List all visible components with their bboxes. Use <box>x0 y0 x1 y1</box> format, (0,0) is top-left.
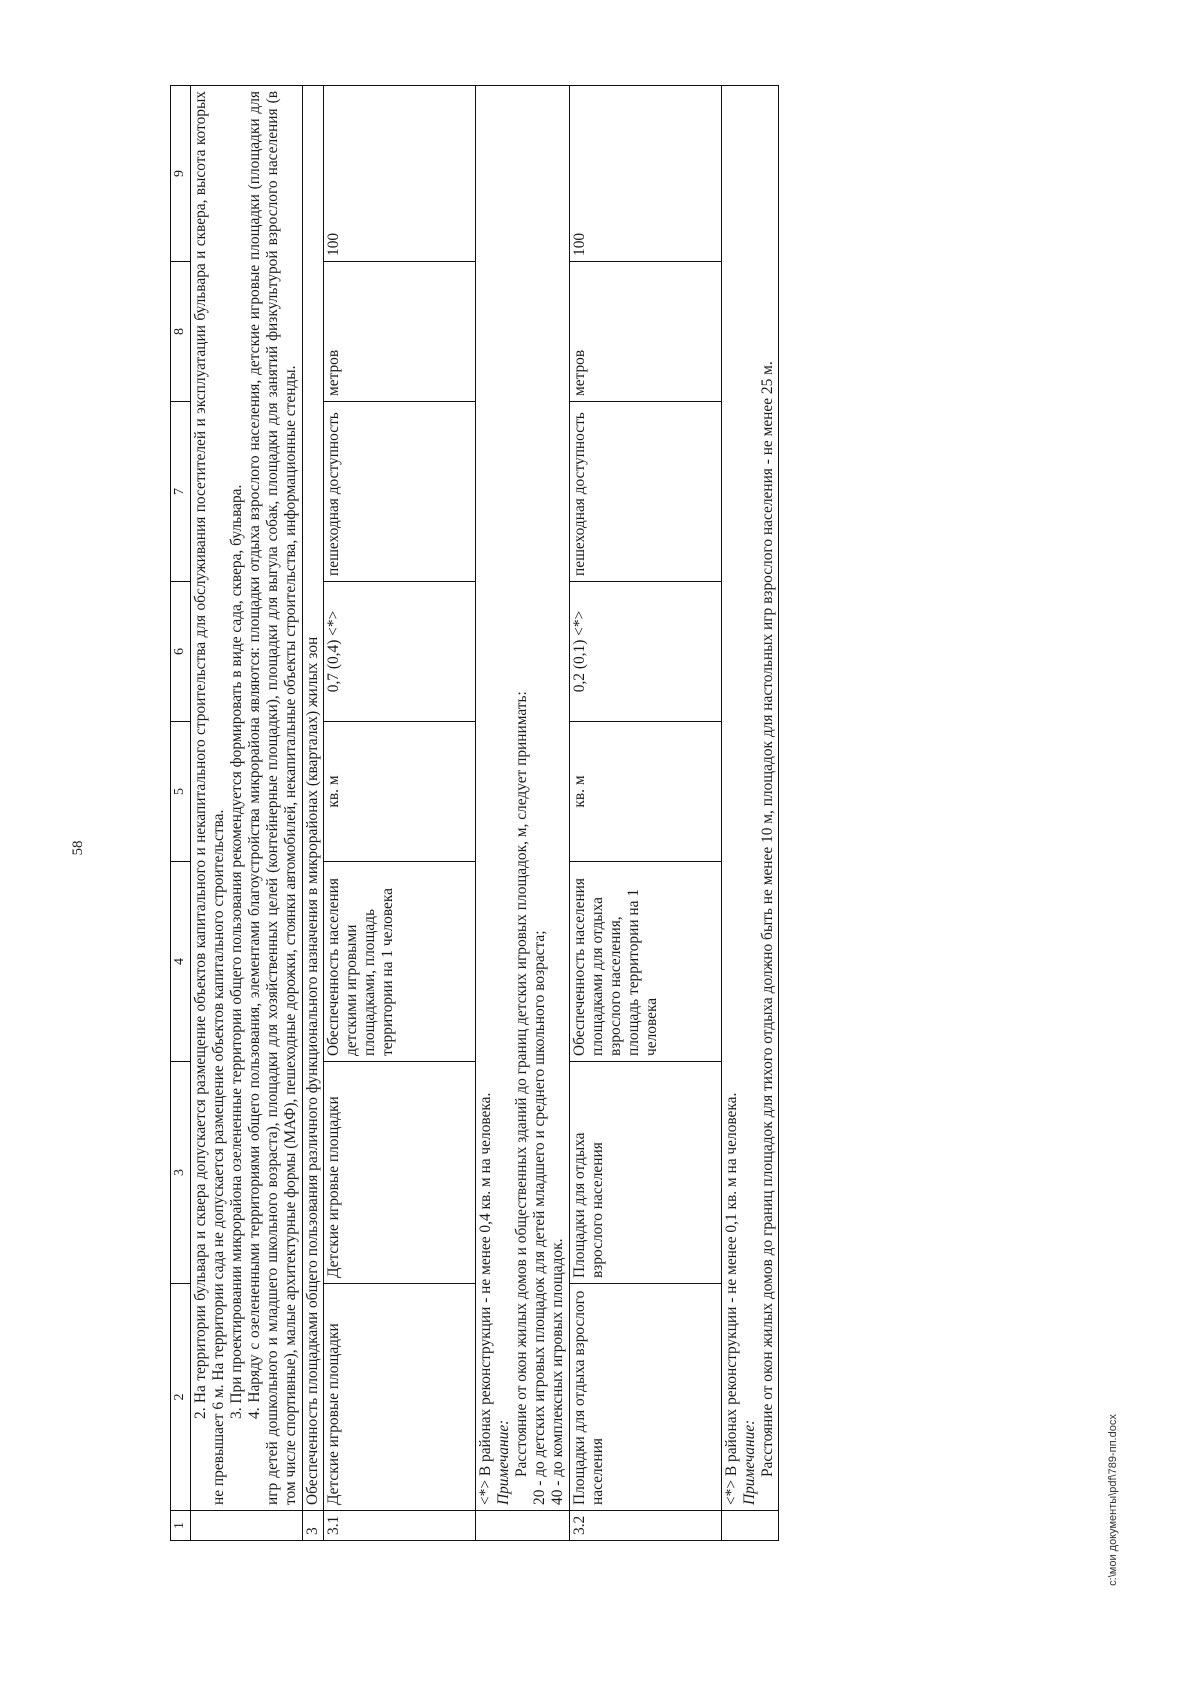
header-cell: 1 <box>171 1511 191 1541</box>
footer-file-path: c:\мои документы\pdf\789-пп.docx <box>1107 1414 1119 1586</box>
row-indicator: Обеспеченность населения детскими игровыми площадками, площадь территории на 1 человека <box>323 862 475 1062</box>
note-label: Примечание: <box>494 1419 512 1505</box>
regulation-table <box>170 85 779 1541</box>
row-number: 3.2 <box>569 1511 721 1541</box>
row-name: Детские игровые площадки <box>323 1284 475 1511</box>
table-row <box>323 86 475 1541</box>
note-paragraph-2: 2. На территории бульвара и сквера допускается размещение объектов капитального и некапитального строительства для обслуживания посетителей и эксплуатации бульвара и сквера, высота которых не превышает 6 м. На территории сада не допускается размещение объектов капитального строительства. <box>191 91 227 1505</box>
header-cell: 8 <box>171 262 191 402</box>
section-row <box>302 86 323 1541</box>
section-number: 3 <box>302 1511 323 1541</box>
note-paragraph-3: 3. При проектировании микрорайона озелененные территории общего пользования рекомендуется формировать в виде сада, сквера, бульвара. <box>227 484 245 1419</box>
note-row <box>475 86 569 1541</box>
row-access-type: пешеходная доступность <box>569 402 721 582</box>
row-number: 3.1 <box>323 1511 475 1541</box>
row-access-value: 100 <box>323 86 475 262</box>
header-cell: 3 <box>171 1062 191 1284</box>
header-cell: 2 <box>171 1284 191 1511</box>
document-page <box>170 86 1200 1541</box>
header-cell: 4 <box>171 862 191 1062</box>
note-row <box>721 86 779 1541</box>
note-line: Расстояние от окон жилых домов и общественных зданий до границ детских игровых площадок, м, следует принимать: <box>513 691 531 1477</box>
header-cell: 5 <box>171 722 191 862</box>
note-line: 40 - до комплексных игровых площадок. <box>549 1238 567 1505</box>
header-row <box>171 86 191 1541</box>
table-row <box>569 86 721 1541</box>
row-unit: кв. м <box>323 722 475 862</box>
note-label: Примечание: <box>740 1419 758 1505</box>
row-object: Площадки для отдыха взрослого населения <box>569 1062 721 1284</box>
note-paragraph-4: 4. Наряду с озелененными территориями общего пользования, элементами благоустройства микрорайона являются: площадки отдыха взрослого населения, детские игровые площадки (площадки для игр детей дошкольного и младшего школьного возраста), площадки для хозяйственных целей (контейнерные площадки), площадки для выгула собак, площадки для занятий физкультурой взрослого населения (в том числе спортивные), малые архитектурные формы (МАФ), пешеходные дорожки, стоянки автомобилей, некапитальные объекты строительства, информационные стенды. <box>246 91 300 1505</box>
row-access-unit: метров <box>323 262 475 402</box>
notes-row <box>190 86 302 1541</box>
row-value: 0,2 (0,1) <*> <box>569 582 721 722</box>
row-access-value: 100 <box>569 86 721 262</box>
note-star: <*> В районах реконструкции - не менее 0,4 кв. м на человека. <box>476 1092 494 1505</box>
notes-cell <box>190 86 302 1511</box>
row-access-type: пешеходная доступность <box>323 402 475 582</box>
page-number: 58 <box>70 840 86 856</box>
header-cell: 9 <box>171 86 191 262</box>
note-line: 20 - до детских игровых площадок для детей младшего и среднего школьного возраста; <box>531 930 549 1505</box>
row-value: 0,7 (0,4) <*> <box>323 582 475 722</box>
row-unit: кв. м <box>569 722 721 862</box>
note-line: Расстояние от окон жилых домов до границ площадок для тихого отдыха должно быть не менее 10 м, площадок для настольных игр взрослого населения - не менее 25 м. <box>758 361 776 1477</box>
row-object: Детские игровые площадки <box>323 1062 475 1284</box>
row-indicator: Обеспеченность населения площадками для отдыха взрослого населения, площадь территории на 1 человека <box>569 862 721 1062</box>
row-name: Площадки для отдыха взрослого населения <box>569 1284 721 1511</box>
note-star: <*> В районах реконструкции - не менее 0,1 кв. м на человека. <box>722 1092 740 1505</box>
row-access-unit: метров <box>569 262 721 402</box>
note-cell <box>475 86 569 1511</box>
note-cell <box>721 86 779 1511</box>
header-cell: 7 <box>171 402 191 582</box>
header-cell: 6 <box>171 582 191 722</box>
section-title: Обеспеченность площадками общего пользования различного функционального назначения в микрорайонах (кварталах) жилых зон <box>302 86 323 1511</box>
